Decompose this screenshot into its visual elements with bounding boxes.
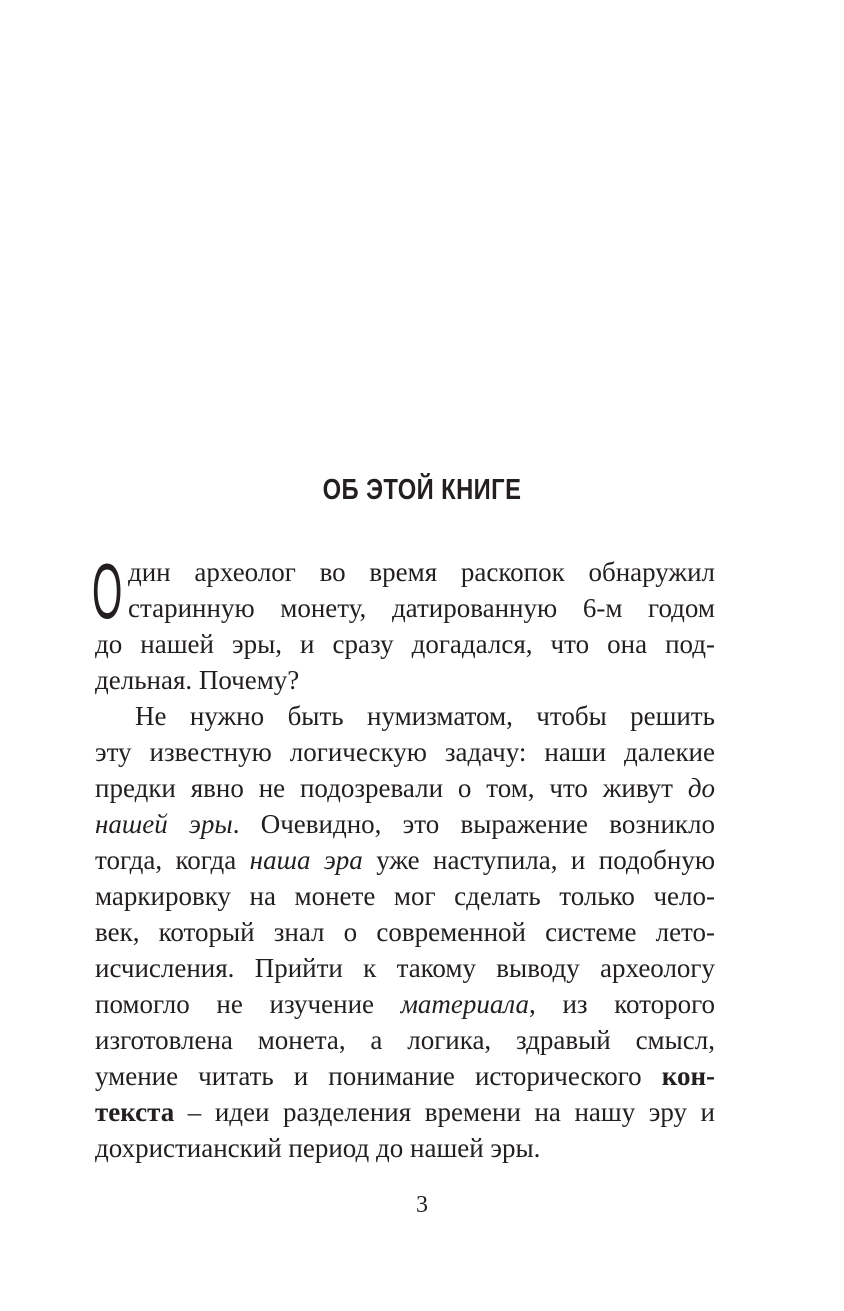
body-line: эту известную логическую задачу: наши далекие [95,737,715,767]
body-line: Не нужно быть нумизматом, чтобы решить [135,701,715,731]
body-text: , из которого [529,989,715,1019]
body-line: дохристианский период до нашей эры. [95,1133,541,1163]
body-line [95,842,715,878]
body-line: век, который знал о современной системе лето- [95,917,715,947]
body-text: тогда, когда [95,845,237,875]
page-number: 3 [416,1192,428,1218]
drop-cap: О [92,547,123,635]
body-line [95,1094,715,1130]
body-line [95,806,715,842]
body-line [95,770,715,806]
body-text: . Очевидно, это выражение возникло [232,809,715,839]
body-text: умение читать и понимание исторического [95,1061,642,1091]
body-line: до нашей эры, и сразу догадался, что она под- [95,629,715,659]
italic-term: наша эра [249,845,363,875]
body-text: помогло не изучение [95,989,374,1019]
bold-term: кон- [661,1061,715,1091]
page-title: ОБ ЭТОЙ КНИГЕ [322,474,522,506]
body-line: дельная. Почему? [95,665,300,695]
body-line: старинную монету, датированную 6-м годом [128,593,715,623]
italic-term: материала [400,989,530,1019]
body-line [95,1058,715,1094]
body-line: изготовлена монета, а логика, здравый смысл, [95,1025,715,1055]
body-line: маркировку на монете мог сделать только чело- [95,881,715,911]
italic-term: нашей эры [95,809,233,839]
italic-term: до [687,773,716,803]
bold-term: текста [95,1097,175,1127]
body-line: дин археолог во время раскопок обнаружил [128,557,715,587]
body-line [95,986,715,1022]
body-text: уже наступила, и подобную [376,845,716,875]
body-line: исчисления. Прийти к такому выводу археологу [95,953,715,983]
body-text: – идеи разделения времени на нашу эру и [174,1097,715,1127]
body-text: предки явно не подозревали о том, что живут [95,773,673,803]
